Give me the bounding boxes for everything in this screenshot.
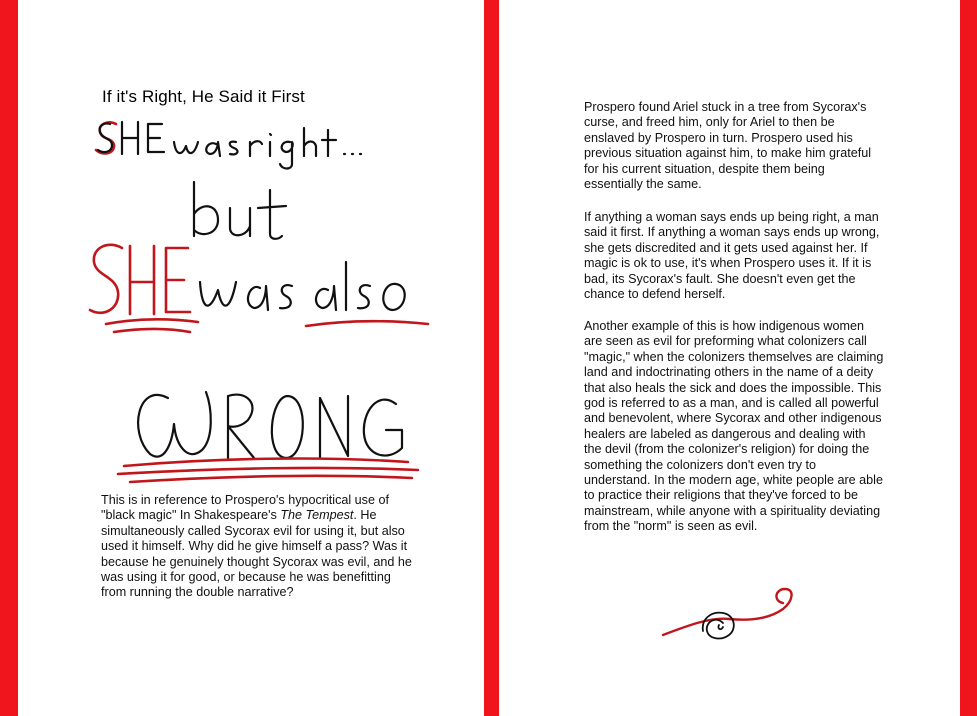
handwritten-word-but [194,182,286,239]
right-page [499,0,960,716]
center-red-divider [484,0,499,716]
paragraph-text-start: This is in reference to Prospero's hypocritical use of "black magic" In Shakespeare's [101,493,389,523]
paragraph-text-end: . He simultaneously called Sycorax evil for using it, but also used it himself. Why did he give himself a pass? Was it because he genuinely thought Sycorax was evil, and he was using it for good, or because he was benefitting from running the double narrative? [101,508,412,600]
play-title: The Tempest [280,508,354,523]
right-paragraph-indigenous-women: Another example of this is how indigenous women are seen as evil for preforming what colonizers call "magic," when the colonizers themselves are claiming land and indoctrinating others in the name of a deity that also heals the sick and does the impossible. This god is referred to as a man, and is called all powerful and benevolent, where Sycorax and other indigenous healers are labeled as dangerous and dealing with the devil (from the colonizer's religion) for doing the something the colonizers don't even try to understand. In the modern age, white people are able to practice their religions that they've forced to be mainstream, while anyone with a spirituality deviating from the "norm" is seen as evil. [584,319,884,534]
handwritten-word-wrong [118,392,418,482]
handwritten-line-she-was-also [90,245,428,332]
page-title: If it's Right, He Said it First [102,87,305,106]
right-red-border [960,0,977,716]
handwritten-line-she-was-right [96,122,361,169]
right-paragraph-woman-right: If anything a woman says ends up being right, a man said it first. If anything a woman says ends up wrong, she gets discredited and it gets used against her. If magic is ok to use, it's when Prospero uses it. If it is bad, its Sycorax's fault. She doesn't even get the chance to defend herself. [584,210,880,302]
left-paragraph [101,493,419,601]
left-red-border [0,0,18,716]
left-page [18,0,484,716]
right-paragraph-ariel: Prospero found Ariel stuck in a tree from Sycorax's curse, and freed him, only for Ariel to then be enslaved by Prospero in turn. Prospero used his previous situation against him, to make him grateful for his current situation, despite them being essentially the same. [584,100,871,192]
decorative-swirl-icon [659,585,804,645]
handwritten-lettering [78,112,438,492]
